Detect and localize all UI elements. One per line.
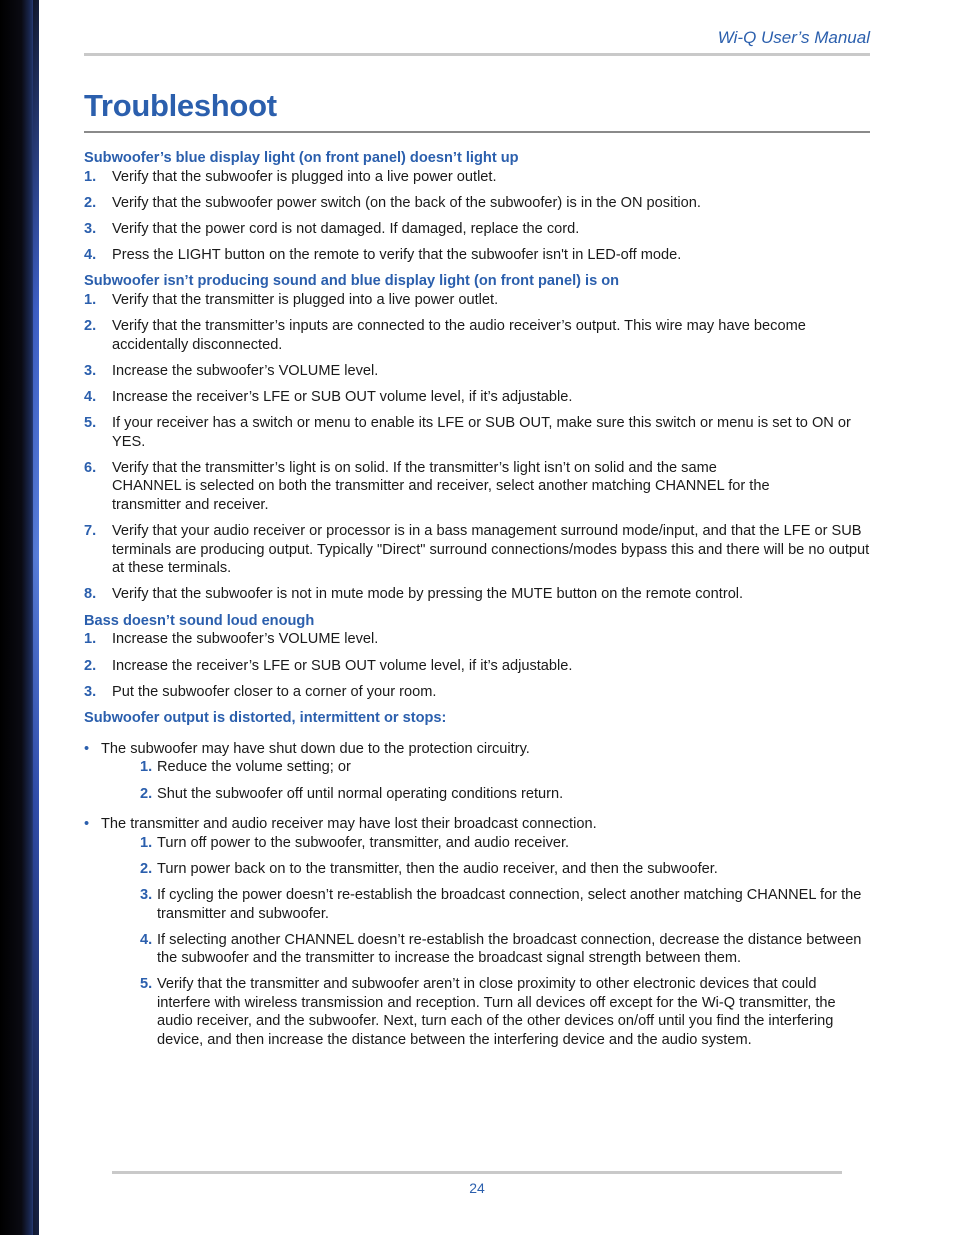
step-text: Put the subwoofer closer to a corner of your room. <box>112 683 437 700</box>
step-number: 6. <box>84 459 97 476</box>
step-number: 2. <box>84 318 97 335</box>
list-item <box>84 414 870 451</box>
bullet-item <box>84 740 870 759</box>
step-number: 5. <box>84 415 97 432</box>
list-item <box>84 362 870 381</box>
list-item <box>140 860 870 879</box>
bullet-icon: • <box>84 740 90 757</box>
step-text: Press the LIGHT button on the remote to verify that the subwoofer isn't in LED-off mode. <box>112 246 682 263</box>
section-heading: Subwoofer isn’t producing sound and blue display light (on front panel) is on <box>84 273 620 290</box>
step-number: 3. <box>84 683 97 700</box>
list-item <box>140 931 870 968</box>
list-item <box>84 246 870 265</box>
page-title: Troubleshoot <box>84 88 277 123</box>
step-text: Shut the subwoofer off until normal operating conditions return. <box>157 785 564 802</box>
step-number: 5. <box>140 976 153 993</box>
list-item <box>84 459 870 515</box>
manual-title: Wi-Q User’s Manual <box>717 28 870 47</box>
step-list <box>84 291 870 604</box>
step-text: Verify that the transmitter’s inputs are connected to the audio receiver’s output. This wire may have become accidentally disconnected. <box>112 318 806 353</box>
section-bass-quiet <box>84 612 870 701</box>
step-number: 4. <box>84 246 97 263</box>
section-no-sound <box>84 272 870 603</box>
list-item <box>84 317 870 354</box>
step-text: If cycling the power doesn’t re-establish the broadcast connection, select another matching CHANNEL for the transmitter and subwoofer. <box>157 886 862 922</box>
step-list <box>84 168 870 265</box>
step-text: Turn power back on to the transmitter, then the audio receiver, and then the subwoofer. <box>157 860 718 877</box>
step-text: Turn off power to the subwoofer, transmitter, and audio receiver. <box>157 834 570 851</box>
page-number: 24 <box>469 1180 485 1196</box>
bullet-text: The transmitter and audio receiver may have lost their broadcast connection. <box>101 816 597 833</box>
step-number: 2. <box>140 860 153 877</box>
list-item <box>84 194 870 213</box>
list-item <box>140 886 870 923</box>
step-text: Reduce the volume setting; or <box>157 759 351 776</box>
step-text: Verify that the subwoofer power switch (on the back of the subwoofer) is in the ON position. <box>112 194 701 211</box>
step-number: 4. <box>84 388 97 405</box>
step-number: 1. <box>84 292 97 309</box>
footer-divider <box>112 1171 842 1174</box>
section-heading: Subwoofer’s blue display light (on front panel) doesn’t light up <box>84 150 519 166</box>
troubleshoot-content <box>84 149 870 1058</box>
list-item <box>140 975 870 1049</box>
step-text: Verify that your audio receiver or processor is in a bass management surround mode/input, and that the LFE or SUB terminals are producing output. Typically "Direct" surround connections/modes bypass this and there will be no output at these terminals. <box>112 523 870 577</box>
step-number: 1. <box>140 834 153 851</box>
step-text: Verify that the transmitter is plugged into a live power outlet. <box>112 292 499 309</box>
step-text: Increase the receiver’s LFE or SUB OUT volume level, if it’s adjustable. <box>112 388 573 405</box>
step-number: 1. <box>84 631 97 648</box>
list-item <box>140 785 870 804</box>
header-divider <box>84 53 870 56</box>
section-distorted <box>84 709 870 1049</box>
list-item <box>84 630 870 649</box>
substep-list <box>140 834 870 1050</box>
step-text: Verify that the transmitter’s light is on solid. If the transmitter’s light isn’t on solid and the same CHANNEL is selected on both the transmitter and receiver, select another matching CHANNEL for the transmitter and receiver. <box>112 459 770 513</box>
step-text: Increase the receiver’s LFE or SUB OUT volume level, if it’s adjustable. <box>112 657 573 674</box>
step-text: Increase the subwoofer’s VOLUME level. <box>112 362 379 379</box>
title-divider <box>84 131 870 133</box>
list-item <box>84 522 870 578</box>
bullet-text: The subwoofer may have shut down due to the protection circuitry. <box>101 740 530 757</box>
list-item <box>140 758 870 777</box>
list-item <box>84 585 870 604</box>
step-number: 2. <box>140 785 153 802</box>
step-text: Verify that the transmitter and subwoofer aren’t in close proximity to other electronic devices that could interfere with wireless transmission and reception. Turn all devices off except for the Wi-Q transmitter, the audio receiver, and the subwoofer. Next, turn each of the other devices on/off until you find the interfering device, and then increase the distance between the interfering device and the audio system. <box>157 976 836 1049</box>
section-heading: Bass doesn’t sound loud enough <box>84 612 315 629</box>
list-item <box>140 834 870 853</box>
list-item <box>84 220 870 239</box>
step-text: Verify that the power cord is not damaged. If damaged, replace the cord. <box>112 220 580 237</box>
step-text: Increase the subwoofer’s VOLUME level. <box>112 631 379 648</box>
side-decorative-bar <box>0 0 39 1235</box>
step-number: 3. <box>140 886 153 903</box>
step-text: Verify that the subwoofer is plugged into a live power outlet. <box>112 168 497 185</box>
list-item <box>84 291 870 310</box>
step-number: 8. <box>84 586 97 603</box>
step-number: 7. <box>84 523 97 539</box>
list-item <box>84 657 870 676</box>
step-list <box>84 630 870 701</box>
list-item <box>84 683 870 702</box>
step-number: 3. <box>84 220 97 237</box>
section-no-light <box>84 149 870 264</box>
substep-list <box>140 758 870 803</box>
step-number: 2. <box>84 194 97 211</box>
step-number: 1. <box>84 168 97 185</box>
bullet-item <box>84 815 870 834</box>
list-item <box>84 168 870 187</box>
step-number: 3. <box>84 362 97 379</box>
list-item <box>84 388 870 407</box>
step-number: 2. <box>84 657 97 674</box>
step-number: 1. <box>140 759 153 776</box>
section-heading: Subwoofer output is distorted, intermittent or stops: <box>84 710 447 727</box>
step-number: 4. <box>140 931 153 948</box>
step-text: If your receiver has a switch or menu to enable its LFE or SUB OUT, make sure this switch or menu is set to ON or YES. <box>112 415 851 450</box>
step-text: Verify that the subwoofer is not in mute mode by pressing the MUTE button on the remote control. <box>112 586 744 603</box>
bullet-icon: • <box>84 816 90 833</box>
step-text: If selecting another CHANNEL doesn’t re-establish the broadcast connection, decrease the distance between the subwoofer and the transmitter to increase the broadcast signal strength between them. <box>157 931 862 967</box>
